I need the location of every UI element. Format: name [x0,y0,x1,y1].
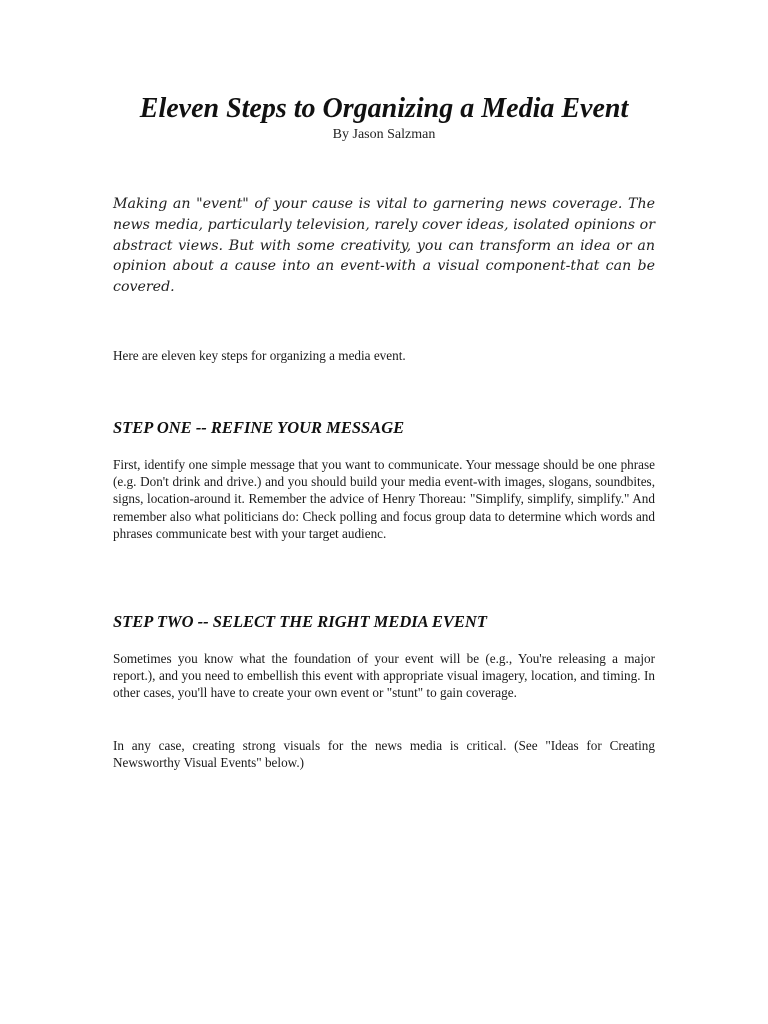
step-two-paragraph: Sometimes you know what the foundation of your event will be (e.g., You're releasing a major report.), and you need to embellish this event with appropriate visual imagery, location, and timing. In other cases, you'll have to create your own event or "stunt" to gain coverage. [113,651,655,701]
step-one-paragraph: First, identify one simple message that you want to communicate. Your message should be one phrase (e.g. Don't drink and drive.) and you should build your media event-with images, slogans, soundbites, signs, location-around it. Remember the advice of Henry Thoreau: "Simplify, simplify, simplify." And remember also what politicians do: Check polling and focus group data to determine which words and phrases communicate best with your target audienc. [113,457,655,541]
key-steps-paragraph: Here are eleven key steps for organizing a media event. [113,348,406,363]
step-two-heading: STEP TWO -- SELECT THE RIGHT MEDIA EVENT [113,612,487,631]
document-title: Eleven Steps to Organizing a Media Event [139,93,629,124]
step-one-heading: STEP ONE -- REFINE YOUR MESSAGE [113,418,405,437]
intro-paragraph: Making an "event" of your cause is vital to garnering news coverage. The news media, particularly television, rarely cover ideas, isolated opinions or abstract views. But with some creativity, you can transform an idea or an opinion about a cause into an event-with a visual component-that can be covered. [113,196,655,296]
step-two-visuals-paragraph: In any case, creating strong visuals for the news media is critical. (See "Ideas for Creating Newsworthy Visual Events" below.) [113,738,655,771]
author-byline: By Jason Salzman [332,127,436,142]
